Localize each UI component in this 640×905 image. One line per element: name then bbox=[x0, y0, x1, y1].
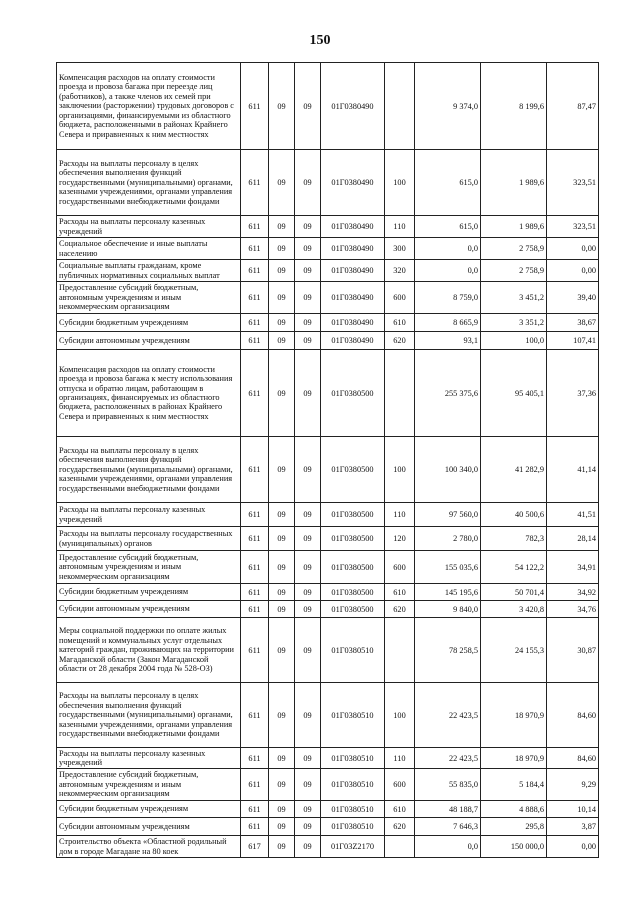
row-description: Предоставление субсидий бюджетным, автономным учреждениям и иным некоммерческим организациям bbox=[57, 769, 241, 801]
department-code: 611 bbox=[241, 818, 269, 836]
department-code: 611 bbox=[241, 350, 269, 437]
row-description: Строительство объекта «Областной родильный дом в городе Магадане на 80 коек bbox=[57, 836, 241, 858]
table-row bbox=[57, 801, 599, 818]
department-code: 617 bbox=[241, 836, 269, 858]
target-article-code: 01Г0380490 bbox=[321, 150, 385, 216]
target-article-code: 01Г0380490 bbox=[321, 260, 385, 282]
department-code: 611 bbox=[241, 332, 269, 350]
planned-amount: 155 035,6 bbox=[415, 551, 481, 584]
row-description: Субсидии автономным учреждениям bbox=[57, 332, 241, 350]
table-row bbox=[57, 601, 599, 618]
execution-percent: 28,14 bbox=[547, 527, 599, 551]
executed-amount: 41 282,9 bbox=[481, 437, 547, 503]
planned-amount: 9 840,0 bbox=[415, 601, 481, 618]
subsection-code: 09 bbox=[295, 769, 321, 801]
executed-amount: 50 701,4 bbox=[481, 584, 547, 601]
row-description: Расходы на выплаты персоналу в целях обеспечения выполнения функций государственными (муниципальными) органами, казенными учреждениями, органами управления государственными внебюджетными фондами bbox=[57, 683, 241, 748]
subsection-code: 09 bbox=[295, 584, 321, 601]
department-code: 611 bbox=[241, 769, 269, 801]
subsection-code: 09 bbox=[295, 618, 321, 683]
department-code: 611 bbox=[241, 437, 269, 503]
executed-amount: 8 199,6 bbox=[481, 63, 547, 150]
row-description: Компенсация расходов на оплату стоимости проезда и провоза багажа к месту использования отпуска и обратно лицам, работающим в организациях, финансируемых из областного бюджета, расположенных в районах Крайнего Севера и приравненных к ним местностях bbox=[57, 350, 241, 437]
executed-amount: 24 155,3 bbox=[481, 618, 547, 683]
target-article-code: 01Г0380500 bbox=[321, 584, 385, 601]
target-article-code: 01Г0380490 bbox=[321, 238, 385, 260]
expense-type-code: 100 bbox=[385, 437, 415, 503]
department-code: 611 bbox=[241, 216, 269, 238]
executed-amount: 2 758,9 bbox=[481, 238, 547, 260]
executed-amount: 5 184,4 bbox=[481, 769, 547, 801]
expense-type-code: 100 bbox=[385, 150, 415, 216]
execution-percent: 0,00 bbox=[547, 836, 599, 858]
department-code: 611 bbox=[241, 683, 269, 748]
planned-amount: 100 340,0 bbox=[415, 437, 481, 503]
execution-percent: 87,47 bbox=[547, 63, 599, 150]
expense-type-code: 100 bbox=[385, 683, 415, 748]
table-row bbox=[57, 350, 599, 437]
target-article-code: 01Г0380500 bbox=[321, 437, 385, 503]
execution-percent: 10,14 bbox=[547, 801, 599, 818]
section-code: 09 bbox=[269, 836, 295, 858]
executed-amount: 150 000,0 bbox=[481, 836, 547, 858]
executed-amount: 4 888,6 bbox=[481, 801, 547, 818]
planned-amount: 78 258,5 bbox=[415, 618, 481, 683]
subsection-code: 09 bbox=[295, 601, 321, 618]
planned-amount: 93,1 bbox=[415, 332, 481, 350]
expense-type-code: 600 bbox=[385, 551, 415, 584]
target-article-code: 01Г0380490 bbox=[321, 314, 385, 332]
department-code: 611 bbox=[241, 551, 269, 584]
table-row bbox=[57, 282, 599, 314]
executed-amount: 3 420,8 bbox=[481, 601, 547, 618]
section-code: 09 bbox=[269, 216, 295, 238]
execution-percent: 84,60 bbox=[547, 748, 599, 769]
expense-type-code: 320 bbox=[385, 260, 415, 282]
expense-type-code: 110 bbox=[385, 216, 415, 238]
section-code: 09 bbox=[269, 601, 295, 618]
subsection-code: 09 bbox=[295, 332, 321, 350]
executed-amount: 1 989,6 bbox=[481, 216, 547, 238]
section-code: 09 bbox=[269, 748, 295, 769]
expense-type-code: 610 bbox=[385, 801, 415, 818]
planned-amount: 55 835,0 bbox=[415, 769, 481, 801]
planned-amount: 22 423,5 bbox=[415, 683, 481, 748]
expense-type-code: 110 bbox=[385, 748, 415, 769]
department-code: 611 bbox=[241, 238, 269, 260]
planned-amount: 9 374,0 bbox=[415, 63, 481, 150]
table-row bbox=[57, 818, 599, 836]
department-code: 611 bbox=[241, 527, 269, 551]
planned-amount: 2 780,0 bbox=[415, 527, 481, 551]
row-description: Компенсация расходов на оплату стоимости проезда и провоза багажа при переезде лиц (работников), а также членов их семей при заключении (расторжении) трудовых договоров с организациями, финансируемыми из областного бюджета, расположенными в районах Крайнего Севера и приравненных к ним местностях bbox=[57, 63, 241, 150]
section-code: 09 bbox=[269, 818, 295, 836]
section-code: 09 bbox=[269, 282, 295, 314]
section-code: 09 bbox=[269, 314, 295, 332]
subsection-code: 09 bbox=[295, 503, 321, 527]
execution-percent: 38,67 bbox=[547, 314, 599, 332]
table-row bbox=[57, 769, 599, 801]
section-code: 09 bbox=[269, 150, 295, 216]
expense-type-code: 110 bbox=[385, 503, 415, 527]
planned-amount: 97 560,0 bbox=[415, 503, 481, 527]
row-description: Социальные выплаты гражданам, кроме публичных нормативных социальных выплат bbox=[57, 260, 241, 282]
expense-type-code: 620 bbox=[385, 332, 415, 350]
subsection-code: 09 bbox=[295, 801, 321, 818]
department-code: 611 bbox=[241, 801, 269, 818]
section-code: 09 bbox=[269, 350, 295, 437]
row-description: Расходы на выплаты персоналу казенных учреждений bbox=[57, 748, 241, 769]
target-article-code: 01Г0380490 bbox=[321, 63, 385, 150]
row-description: Расходы на выплаты персоналу казенных учреждений bbox=[57, 216, 241, 238]
subsection-code: 09 bbox=[295, 216, 321, 238]
planned-amount: 0,0 bbox=[415, 238, 481, 260]
expense-type-code bbox=[385, 836, 415, 858]
execution-percent: 0,00 bbox=[547, 260, 599, 282]
execution-percent: 41,51 bbox=[547, 503, 599, 527]
executed-amount: 3 451,2 bbox=[481, 282, 547, 314]
row-description: Расходы на выплаты персоналу казенных учреждений bbox=[57, 503, 241, 527]
table-row bbox=[57, 437, 599, 503]
row-description: Расходы на выплаты персоналу в целях обеспечения выполнения функций государственными (муниципальными) органами, казенными учреждениями, органами управления государственными внебюджетными фондами bbox=[57, 437, 241, 503]
expense-type-code: 620 bbox=[385, 818, 415, 836]
planned-amount: 22 423,5 bbox=[415, 748, 481, 769]
row-description: Субсидии автономным учреждениям bbox=[57, 818, 241, 836]
expense-type-code: 600 bbox=[385, 769, 415, 801]
table-row bbox=[57, 836, 599, 858]
executed-amount: 295,8 bbox=[481, 818, 547, 836]
target-article-code: 01Г0380490 bbox=[321, 332, 385, 350]
section-code: 09 bbox=[269, 332, 295, 350]
subsection-code: 09 bbox=[295, 683, 321, 748]
subsection-code: 09 bbox=[295, 238, 321, 260]
planned-amount: 48 188,7 bbox=[415, 801, 481, 818]
section-code: 09 bbox=[269, 503, 295, 527]
table-row bbox=[57, 63, 599, 150]
execution-percent: 9,29 bbox=[547, 769, 599, 801]
target-article-code: 01Г0380510 bbox=[321, 683, 385, 748]
execution-percent: 34,91 bbox=[547, 551, 599, 584]
target-article-code: 01Г0380500 bbox=[321, 503, 385, 527]
row-description: Субсидии бюджетным учреждениям bbox=[57, 584, 241, 601]
subsection-code: 09 bbox=[295, 63, 321, 150]
executed-amount: 782,3 bbox=[481, 527, 547, 551]
department-code: 611 bbox=[241, 618, 269, 683]
target-article-code: 01Г0380510 bbox=[321, 801, 385, 818]
expense-type-code: 620 bbox=[385, 601, 415, 618]
expense-type-code bbox=[385, 350, 415, 437]
department-code: 611 bbox=[241, 63, 269, 150]
table-row bbox=[57, 527, 599, 551]
table-row bbox=[57, 551, 599, 584]
expense-type-code: 610 bbox=[385, 584, 415, 601]
table-row bbox=[57, 260, 599, 282]
department-code: 611 bbox=[241, 503, 269, 527]
target-article-code: 01Г0380500 bbox=[321, 527, 385, 551]
planned-amount: 615,0 bbox=[415, 150, 481, 216]
subsection-code: 09 bbox=[295, 818, 321, 836]
section-code: 09 bbox=[269, 238, 295, 260]
section-code: 09 bbox=[269, 801, 295, 818]
section-code: 09 bbox=[269, 527, 295, 551]
expense-type-code bbox=[385, 63, 415, 150]
execution-percent: 323,51 bbox=[547, 150, 599, 216]
department-code: 611 bbox=[241, 314, 269, 332]
executed-amount: 18 970,9 bbox=[481, 748, 547, 769]
subsection-code: 09 bbox=[295, 551, 321, 584]
budget-table-body bbox=[57, 63, 599, 858]
subsection-code: 09 bbox=[295, 314, 321, 332]
section-code: 09 bbox=[269, 683, 295, 748]
subsection-code: 09 bbox=[295, 282, 321, 314]
row-description: Предоставление субсидий бюджетным, автономным учреждениям и иным некоммерческим организациям bbox=[57, 282, 241, 314]
department-code: 611 bbox=[241, 601, 269, 618]
page-number: 150 bbox=[309, 33, 331, 48]
target-article-code: 01Г0380500 bbox=[321, 350, 385, 437]
target-article-code: 01Г0380510 bbox=[321, 818, 385, 836]
execution-percent: 3,87 bbox=[547, 818, 599, 836]
target-article-code: 01Г0380500 bbox=[321, 551, 385, 584]
subsection-code: 09 bbox=[295, 260, 321, 282]
executed-amount: 95 405,1 bbox=[481, 350, 547, 437]
executed-amount: 2 758,9 bbox=[481, 260, 547, 282]
department-code: 611 bbox=[241, 748, 269, 769]
table-row bbox=[57, 503, 599, 527]
section-code: 09 bbox=[269, 769, 295, 801]
expense-type-code: 300 bbox=[385, 238, 415, 260]
table-row bbox=[57, 314, 599, 332]
executed-amount: 18 970,9 bbox=[481, 683, 547, 748]
execution-percent: 30,87 bbox=[547, 618, 599, 683]
execution-percent: 0,00 bbox=[547, 238, 599, 260]
target-article-code: 01Г0380490 bbox=[321, 282, 385, 314]
section-code: 09 bbox=[269, 260, 295, 282]
subsection-code: 09 bbox=[295, 527, 321, 551]
table-row bbox=[57, 150, 599, 216]
section-code: 09 bbox=[269, 618, 295, 683]
planned-amount: 7 646,3 bbox=[415, 818, 481, 836]
target-article-code: 01Г0380490 bbox=[321, 216, 385, 238]
target-article-code: 01Г0380510 bbox=[321, 748, 385, 769]
execution-percent: 37,36 bbox=[547, 350, 599, 437]
department-code: 611 bbox=[241, 282, 269, 314]
planned-amount: 0,0 bbox=[415, 836, 481, 858]
planned-amount: 8 665,9 bbox=[415, 314, 481, 332]
executed-amount: 40 500,6 bbox=[481, 503, 547, 527]
target-article-code: 01Г0380510 bbox=[321, 769, 385, 801]
target-article-code: 01Г0380500 bbox=[321, 601, 385, 618]
target-article-code: 01Г0380510 bbox=[321, 618, 385, 683]
row-description: Субсидии автономным учреждениям bbox=[57, 601, 241, 618]
department-code: 611 bbox=[241, 260, 269, 282]
planned-amount: 8 759,0 bbox=[415, 282, 481, 314]
department-code: 611 bbox=[241, 150, 269, 216]
table-row bbox=[57, 748, 599, 769]
row-description: Предоставление субсидий бюджетным, автономным учреждениям и иным некоммерческим организациям bbox=[57, 551, 241, 584]
expense-type-code: 610 bbox=[385, 314, 415, 332]
execution-percent: 39,40 bbox=[547, 282, 599, 314]
subsection-code: 09 bbox=[295, 437, 321, 503]
expense-type-code bbox=[385, 618, 415, 683]
planned-amount: 145 195,6 bbox=[415, 584, 481, 601]
subsection-code: 09 bbox=[295, 748, 321, 769]
table-row bbox=[57, 216, 599, 238]
row-description: Субсидии бюджетным учреждениям bbox=[57, 314, 241, 332]
row-description: Субсидии бюджетным учреждениям bbox=[57, 801, 241, 818]
executed-amount: 3 351,2 bbox=[481, 314, 547, 332]
target-article-code: 01Г03Z2170 bbox=[321, 836, 385, 858]
section-code: 09 bbox=[269, 437, 295, 503]
section-code: 09 bbox=[269, 63, 295, 150]
budget-table bbox=[56, 62, 599, 858]
table-row bbox=[57, 584, 599, 601]
table-row bbox=[57, 332, 599, 350]
execution-percent: 107,41 bbox=[547, 332, 599, 350]
subsection-code: 09 bbox=[295, 836, 321, 858]
execution-percent: 34,92 bbox=[547, 584, 599, 601]
expense-type-code: 120 bbox=[385, 527, 415, 551]
subsection-code: 09 bbox=[295, 350, 321, 437]
table-row bbox=[57, 683, 599, 748]
section-code: 09 bbox=[269, 584, 295, 601]
subsection-code: 09 bbox=[295, 150, 321, 216]
executed-amount: 54 122,2 bbox=[481, 551, 547, 584]
execution-percent: 41,14 bbox=[547, 437, 599, 503]
execution-percent: 34,76 bbox=[547, 601, 599, 618]
execution-percent: 84,60 bbox=[547, 683, 599, 748]
expense-type-code: 600 bbox=[385, 282, 415, 314]
planned-amount: 615,0 bbox=[415, 216, 481, 238]
row-description: Социальное обеспечение и иные выплаты населению bbox=[57, 238, 241, 260]
section-code: 09 bbox=[269, 551, 295, 584]
planned-amount: 255 375,6 bbox=[415, 350, 481, 437]
planned-amount: 0,0 bbox=[415, 260, 481, 282]
executed-amount: 100,0 bbox=[481, 332, 547, 350]
department-code: 611 bbox=[241, 584, 269, 601]
table-row bbox=[57, 238, 599, 260]
row-description: Расходы на выплаты персоналу в целях обеспечения выполнения функций государственными (муниципальными) органами, казенными учреждениями, органами управления государственными внебюджетными фондами bbox=[57, 150, 241, 216]
row-description: Расходы на выплаты персоналу государственных (муниципальных) органов bbox=[57, 527, 241, 551]
execution-percent: 323,51 bbox=[547, 216, 599, 238]
table-row bbox=[57, 618, 599, 683]
row-description: Меры социальной поддержки по оплате жилых помещений и коммунальных услуг отдельных категорий граждан, проживающих на территории Магаданской области (Закон Магаданской области от 28 декабря 2004 года № 528-ОЗ) bbox=[57, 618, 241, 683]
executed-amount: 1 989,6 bbox=[481, 150, 547, 216]
